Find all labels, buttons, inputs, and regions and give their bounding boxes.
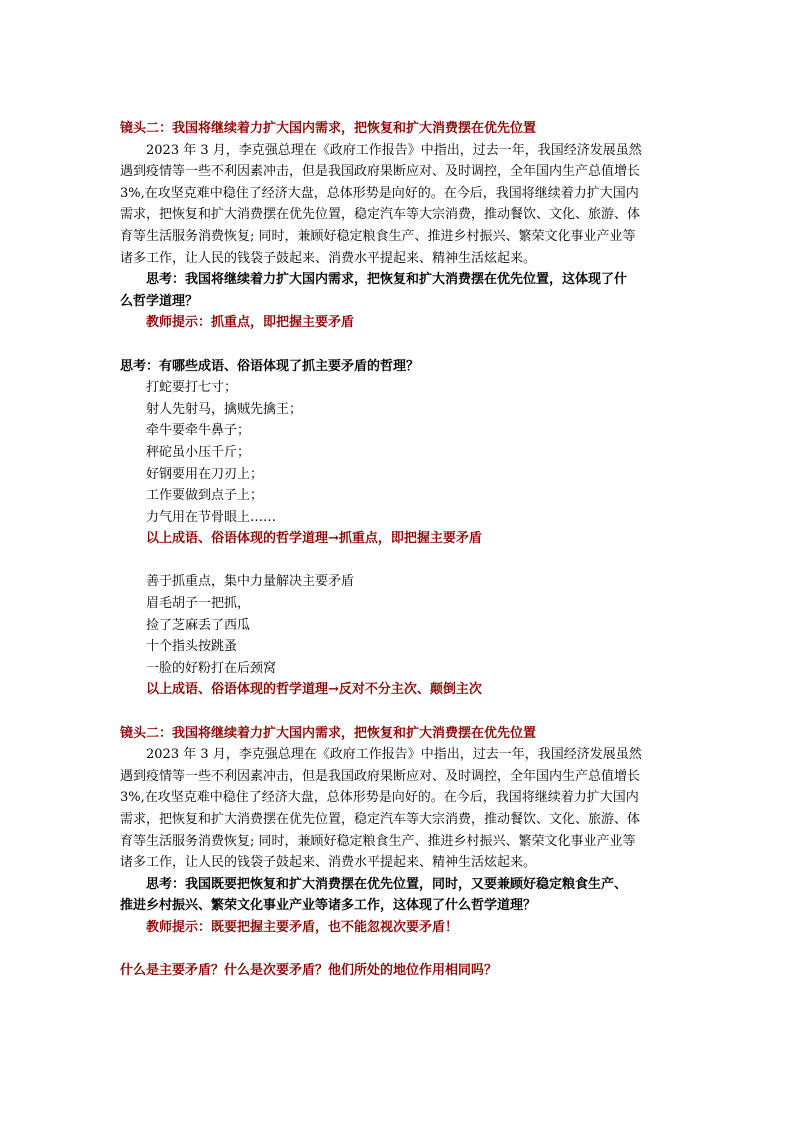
spacer [120,334,678,356]
idiom-item: 一脸的好粉打在后颈窝 [146,660,277,676]
final-question: 什么是主要矛盾？什么是次要矛盾？他们所处的地位作用相同吗？ [120,963,498,979]
idiom-item: 十个指头按跳蚤 [146,639,238,655]
section4-body-line: 遇到疫情等一些不利因素冲击，但是我国政府果断应对、及时调控，全年国内生产总值增长 [120,768,641,784]
section4-body-line: 育等生活服务消费恢复; 同时，兼顾好稳定粮食生产、推进乡村振兴、繁荣文化事业产业等 [120,833,636,849]
idiom-item: 工作要做到点子上； [146,488,264,504]
section2-conclusion: 以上成语、俗语体现的哲学道理→抓重点，即把握主要矛盾 [146,531,482,547]
idiom-item: 力气用在节骨眼上…… [146,509,277,525]
idiom-item: 捡了芝麻丢了西瓜 [146,617,251,633]
section1-body-line: 诸多工作，让人民的钱袋子鼓起来、消费水平提起来、精神生活炫起来。 [120,250,537,266]
section2-heading: 思考：有哪些成语、俗语体现了抓主要矛盾的哲理？ [120,358,420,374]
document-page [120,118,678,982]
spacer [120,701,678,723]
section4-body-line: 需求，把恢复和扩大消费摆在优先位置，稳定汽车等大宗消费，推动餐饮、文化、旅游、体 [120,812,641,827]
section4-body-line: 3%,在攻坚克难中稳住了经济大盘，总体形势是向好的。在今后，我国将继续着力扩大国内 [120,790,639,806]
idiom-item: 打蛇要打七寸； [146,380,238,396]
section4-heading: 镜头二：我国将继续着力扩大国内需求，把恢复和扩大消费摆在优先位置 [120,725,537,741]
section1-think-question: 思考：我国将继续着力扩大国内需求，把恢复和扩大消费摆在优先位置，这体现了什 [146,272,628,288]
section1-heading: 镜头二：我国将继续着力扩大国内需求，把恢复和扩大消费摆在优先位置 [120,121,537,136]
section3-conclusion: 以上成语、俗语体现的哲学道理→反对不分主次、颠倒主次 [146,682,482,698]
section1-body-line: 遇到疫情等一些不利因素冲击，但是我国政府果断应对、及时调控，全年国内生产总值增长 [120,164,641,180]
section4-think-question: 思考：我国既要把恢复和扩大消费摆在优先位置，同时，又要兼顾好稳定粮食生产、 [146,876,628,892]
section1-body-line: 3%,在攻坚克难中稳住了经济大盘，总体形势是向好的。在今后，我国将继续着力扩大国内 [120,185,639,201]
section1-body-line: 育等生活服务消费恢复; 同时，兼顾好稳定粮食生产、推进乡村振兴、繁荣文化事业产业等 [120,228,636,244]
idiom-item: 射人先射马，擒贼先擒王； [146,401,303,417]
section4-body-line: 2023 年 3 月，李克强总理在《政府工作报告》中指出，过去一年，我国经济发展虽然 [146,747,642,763]
section1-body-line: 需求，把恢复和扩大消费摆在优先位置，稳定汽车等大宗消费，推动餐饮、文化、旅游、体 [120,207,641,223]
section4-body-line: 诸多工作，让人民的钱袋子鼓起来、消费水平提起来、精神生活炫起来。 [120,855,537,871]
spacer [120,939,678,961]
section1-body-line: 2023 年 3 月，李克强总理在《政府工作报告》中指出，过去一年，我国经济发展虽然 [146,142,642,158]
idiom-item: 眉毛胡子一把抓， [146,596,251,612]
section4-think-question-cont: 推进乡村振兴、繁荣文化事业产业等诸多工作，这体现了什么哲学道理？ [120,898,537,914]
idiom-item: 牵牛要牵牛鼻子； [146,423,251,439]
spacer [120,550,678,572]
section1-teacher-hint: 教师提示：抓重点，即把握主要矛盾 [146,315,355,331]
section1-think-question-cont: 么哲学道理？ [120,293,199,309]
idiom-item: 善于抓重点，集中力量解决主要矛盾 [146,574,355,590]
idiom-item: 秤砣虽小压千斤； [146,444,251,460]
idiom-item: 好钢要用在刀刃上； [146,466,264,482]
section4-teacher-hint: 教师提示：既要把握主要矛盾，也不能忽视次要矛盾！ [146,919,459,935]
